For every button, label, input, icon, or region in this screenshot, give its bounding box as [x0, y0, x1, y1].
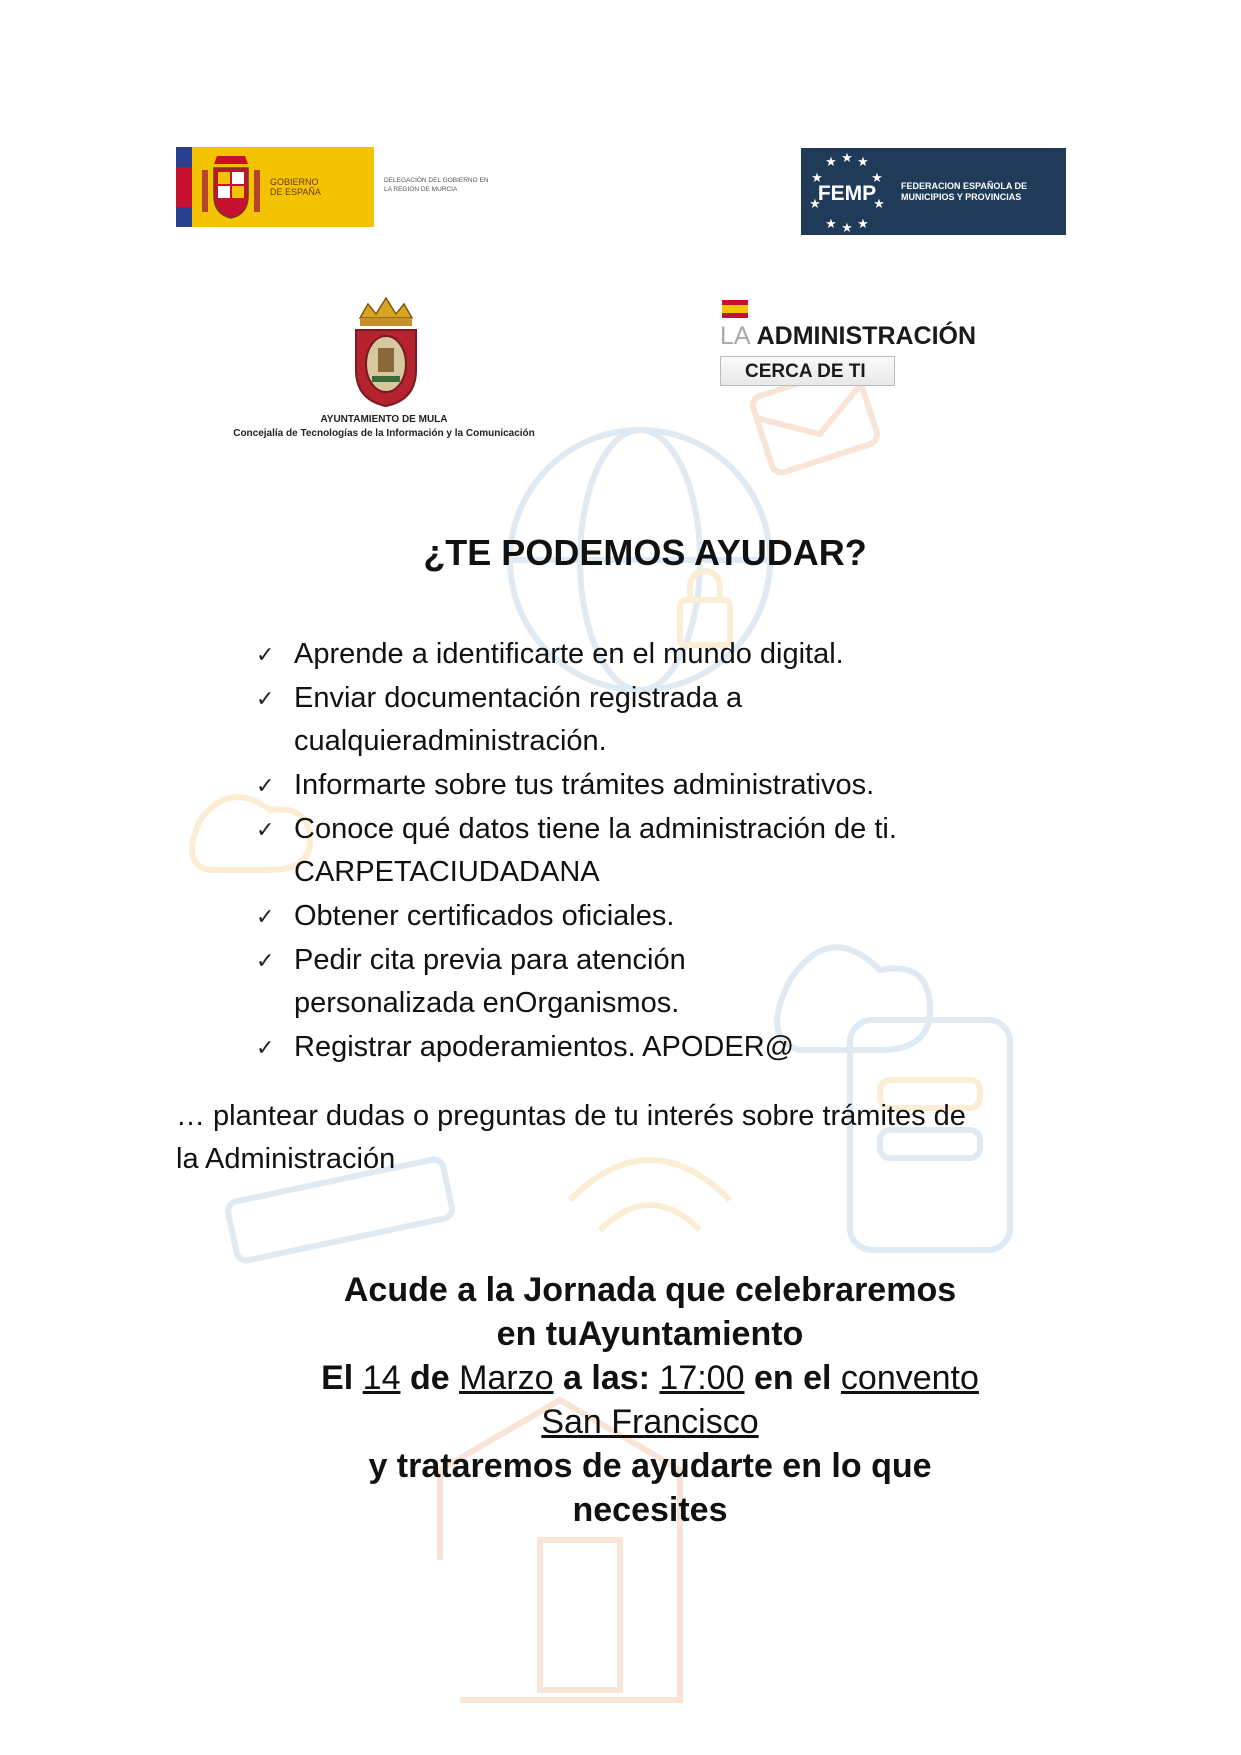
svg-text:★: ★	[825, 217, 837, 232]
svg-text:★: ★	[841, 221, 853, 235]
femp-logo	[801, 148, 1066, 235]
svg-text:★: ★	[871, 171, 883, 186]
svg-text:★: ★	[857, 217, 869, 232]
page-title: ¿TE PODEMOS AYUDAR?	[423, 532, 867, 573]
event-announcement	[270, 1268, 1030, 1532]
mula-crest-icon	[350, 296, 422, 408]
svg-text:★: ★	[841, 151, 853, 166]
list-item: ✓ Informarte sobre tus trámites administrativos.	[256, 764, 1016, 807]
eu-flag-strip	[176, 147, 192, 227]
femp-acronym: FEMP	[817, 182, 877, 205]
list-item: ✓ Aprende a identificarte en el mundo digital.	[256, 633, 1016, 676]
event-line-5: y trataremos de ayudarte en lo que	[368, 1447, 932, 1485]
svg-text:★: ★	[873, 197, 885, 212]
mula-caption: AYUNTAMIENTO DE MULA Concejalía de Tecnologías de la Información y la Comunicación	[233, 414, 535, 439]
event-time: 17:00	[659, 1359, 745, 1397]
checkmark-icon: ✓	[256, 686, 275, 711]
event-month: Marzo	[459, 1359, 554, 1397]
event-day: 14	[362, 1359, 401, 1397]
event-place: convento	[840, 1359, 979, 1397]
checkmark-icon: ✓	[256, 817, 275, 842]
checkmark-icon: ✓	[256, 642, 275, 667]
event-date-line: El 14 de Marzo a las: 17:00 en el convento	[321, 1359, 979, 1397]
checkmark-icon: ✓	[256, 904, 275, 929]
list-item: ✓ Conoce qué datos tiene la administración de ti. CARPETACIUDADANA	[256, 808, 1016, 894]
event-line-1: Acude a la Jornada que celebraremos	[343, 1271, 957, 1309]
checkmark-icon: ✓	[256, 773, 275, 798]
checkmark-icon: ✓	[256, 948, 275, 973]
checkmark-icon: ✓	[256, 1035, 275, 1060]
delegacion-text: DELEGACIÓN DEL GOBIERNO EN LA REGIÓN DE MURCIA	[384, 177, 489, 193]
event-line-2: en tuAyuntamiento	[496, 1315, 804, 1353]
spain-coat-of-arms-icon	[198, 152, 264, 222]
svg-text:★: ★	[825, 155, 837, 170]
extra-note: … plantear dudas o preguntas de tu interés sobre trámites de la Administración	[176, 1100, 966, 1175]
gobierno-name: GOBIERNO DE ESPAÑA	[270, 177, 321, 197]
femp-stars-emblem-icon	[801, 148, 893, 235]
gobierno-espana-logo	[176, 147, 374, 227]
administracion-title: LA ADMINISTRACIÓN	[720, 322, 977, 350]
list-item: ✓ Enviar documentación registrada a cualquieradministración.	[256, 677, 1016, 763]
femp-name: FEDERACION ESPAÑOLA DE MUNICIPIOS Y PROVINCIAS	[901, 180, 1028, 202]
svg-text:★: ★	[811, 171, 823, 186]
svg-text:★: ★	[857, 155, 869, 170]
list-item: ✓ Obtener certificados oficiales.	[256, 895, 1016, 938]
spain-flag-icon	[722, 300, 748, 318]
list-item: ✓ Pedir cita previa para atención personalizada enOrganismos.	[256, 939, 1016, 1025]
svg-text:★: ★	[809, 197, 821, 212]
administracion-cerca-logo	[720, 300, 1000, 390]
list-item: ✓ Registrar apoderamientos. APODER@	[256, 1026, 1016, 1069]
services-checklist	[256, 633, 1016, 1070]
event-place-line: San Francisco	[541, 1403, 759, 1441]
cerca-de-ti-label: CERCA DE TI	[720, 356, 895, 386]
event-line-6: necesites	[572, 1491, 728, 1529]
